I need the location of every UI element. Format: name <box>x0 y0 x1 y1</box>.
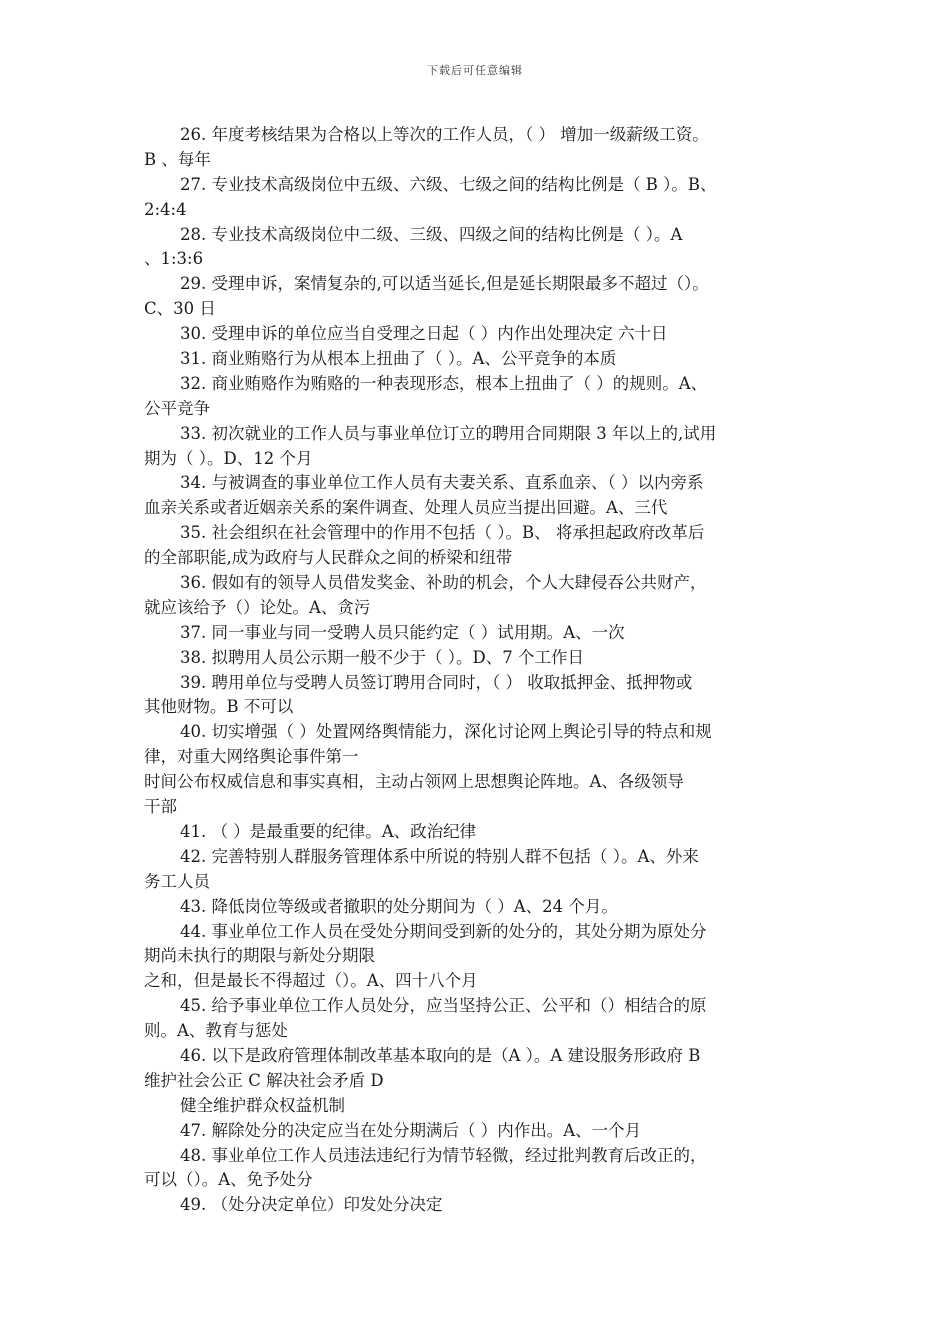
text-line: 28. 专业技术高级岗位中二级、三级、四级之间的结构比例是（ ）。A <box>180 224 683 244</box>
text-line: 38. 拟聘用人员公示期一般不少于（ ）。D、7 个工作日 <box>180 647 584 667</box>
text-line: 39. 聘用单位与受聘人员签订聘用合同时，（ ） 收取抵押金、抵押物或 <box>180 672 693 692</box>
text-line: 45. 给予事业单位工作人员处分，应当坚持公正、公平和（）相结合的原 <box>180 996 707 1016</box>
text-line: 48. 事业单位工作人员违法违纪行为情节轻微，经过批判教育后改正的， <box>180 1145 707 1165</box>
text-line: 期尚未执行的期限与新处分期限 <box>144 946 375 966</box>
text-line: 务工人员 <box>144 871 210 891</box>
text-line: 31. 商业贿赂行为从根本上扭曲了（ ）。A、公平竞争的本质 <box>180 349 617 369</box>
text-line: 30. 受理申诉的单位应当自受理之日起（ ）内作出处理决定 六十日 <box>180 324 668 344</box>
text-line: 其他财物。B 不可以 <box>144 697 294 717</box>
text-line: 27. 专业技术高级岗位中五级、六级、七级之间的结构比例是（ B ）。B、 <box>180 174 717 194</box>
text-line: 32. 商业贿赂作为贿赂的一种表现形态，根本上扭曲了（ ）的规则。A、 <box>180 373 708 393</box>
text-line: 之和，但是最长不得超过（）。A、四十八个月 <box>144 971 478 991</box>
text-line: 公平竞争 <box>144 398 210 418</box>
text-line: 律，对重大网络舆论事件第一 <box>144 747 359 767</box>
text-line: B 、每年 <box>144 149 211 169</box>
text-line: 49. （处分决定单位）印发处分决定 <box>180 1195 443 1215</box>
text-line: 则。A、教育与惩处 <box>144 1021 288 1041</box>
text-line: 2:4:4 <box>144 199 187 219</box>
text-line: 43. 降低岗位等级或者撤职的处分期间为（ ）A、24 个月。 <box>180 896 618 916</box>
text-line: 42. 完善特别人群服务管理体系中所说的特别人群不包括（ ）。A、外来 <box>180 846 699 866</box>
text-line: 46. 以下是政府管理体制改革基本取向的是（A ）。A 建设服务形政府 B <box>180 1045 701 1065</box>
text-line: 34. 与被调查的事业单位工作人员有夫妻关系、直系血亲、（ ）以内旁系 <box>180 473 704 493</box>
text-line: 干部 <box>144 797 177 817</box>
text-line: 维护社会公正 C 解决社会矛盾 D <box>144 1070 384 1090</box>
text-line: 26. 年度考核结果为合格以上等次的工作人员，（ ） 增加一级薪级工资。 <box>180 125 709 144</box>
text-line: 、1:3:6 <box>144 249 204 269</box>
text-line: 时间公布权威信息和事实真相，主动占领网上思想舆论阵地。A、各级领导 <box>144 772 684 792</box>
text-line: 40. 切实增强（ ）处置网络舆情能力，深化讨论网上舆论引导的特点和规 <box>180 722 712 742</box>
text-line: 47. 解除处分的决定应当在处分期满后（ ）内作出。A、一个月 <box>180 1120 642 1140</box>
text-line: 期为（ ）。D、12 个月 <box>144 448 313 468</box>
document-body <box>144 123 814 1218</box>
text-line: 可以（）。A、免予处分 <box>144 1170 313 1190</box>
text-line: 36. 假如有的领导人员借发奖金、补助的机会，个人大肆侵吞公共财产， <box>180 573 707 593</box>
text-line: 血亲关系或者近姻亲关系的案件调查、处理人员应当提出回避。A、三代 <box>144 498 668 518</box>
text-line: 37. 同一事业与同一受聘人员只能约定（ ）试用期。A、一次 <box>180 622 625 642</box>
text-line: 44. 事业单位工作人员在受处分期间受到新的处分的，其处分期为原处分 <box>180 921 707 941</box>
text-line: 35. 社会组织在社会管理中的作用不包括（ ）。B、 将承担起政府改革后 <box>180 523 705 543</box>
page-header: 下载后可任意编辑 <box>427 64 523 77</box>
text-line: 就应该给予（）论处。A、贪污 <box>144 597 371 617</box>
text-line: 健全维护群众权益机制 <box>180 1095 345 1115</box>
text-line: C、30 日 <box>144 299 216 319</box>
text-line: 29. 受理申诉，案情复杂的,可以适当延长,但是延长期限最多不超过（）。 <box>180 274 709 294</box>
text-line: 33. 初次就业的工作人员与事业单位订立的聘用合同期限 3 年以上的,试用 <box>180 423 717 443</box>
text-line: 的全部职能,成为政府与人民群众之间的桥梁和纽带 <box>144 548 513 568</box>
text-line: 41. （ ）是最重要的纪律。A、政治纪律 <box>180 821 477 841</box>
